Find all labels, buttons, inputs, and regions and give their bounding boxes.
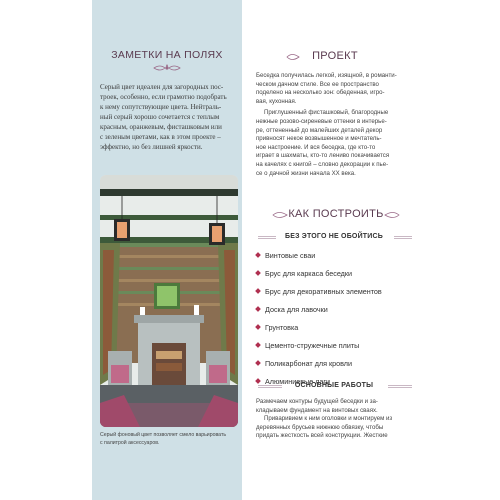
text-line: троек, особенно, если грамотно подобрать (100, 93, 227, 101)
divider (388, 385, 412, 388)
bullet-icon (255, 252, 261, 258)
text-line: деревянных брусьев нижнюю обвязку, чтобы (256, 423, 384, 431)
bullet-icon (255, 306, 261, 312)
caption-line: с палитрой аксессуаров. (100, 439, 160, 446)
list-item: Винтовые сваи (256, 250, 406, 268)
bullet-icon (255, 360, 261, 366)
caption-line: Серый фоновый цвет позволяет смело варьировать (100, 432, 227, 438)
gazebo-photo (100, 175, 238, 427)
text-line: к нему сопутствующие цвета. Нейтраль- (100, 103, 222, 111)
text-line: Размечаем контуры будущей беседки и за- (256, 398, 378, 405)
ornament-icon (286, 52, 300, 62)
margin-notes-title: ЗАМЕТКИ НА ПОЛЯХ (111, 49, 223, 61)
text-line: красным, оранжевым, фисташковым или (100, 123, 222, 131)
bullet-icon (255, 378, 261, 384)
text-line: ное настроение. И вся беседка, где кто-то (256, 143, 376, 151)
project-paragraph-1 (256, 72, 416, 106)
text-line: придать жесткость всей конструкции. Жесткие (256, 432, 388, 440)
text-line: кладываем фундамент на винтовых сваях. (256, 406, 378, 414)
list-item: Брус для каркаса беседки (256, 268, 406, 286)
project-text (256, 72, 416, 181)
project-title: ПРОЕКТ (312, 50, 358, 62)
list-item: Поликарбонат для кровли (256, 358, 406, 376)
text-line: нежные розово-сиреневые оттенки в интерье- (256, 117, 387, 125)
list-item: Алюминиевые лаги (256, 376, 406, 394)
list-item: Цементо-стружечные плиты (256, 340, 406, 358)
photo-caption (100, 432, 238, 447)
main-works-text (256, 398, 416, 441)
ornament-icon (152, 63, 182, 73)
divider (258, 385, 282, 388)
text-line: поделено на несколько зон: обеденная, игро- (256, 89, 385, 97)
text-line: се о дачной жизни начала XX века. (256, 169, 356, 177)
list-item: Грунтовка (256, 322, 406, 340)
divider (394, 236, 412, 239)
materials-list (256, 250, 406, 394)
ornament-left-icon (272, 210, 288, 220)
bullet-icon (255, 324, 261, 330)
text-line: Серый цвет идеален для загородных пос- (100, 83, 224, 91)
margin-notes-text (100, 82, 238, 152)
main-works-title: ОСНОВНЫЕ РАБОТЫ (294, 382, 374, 389)
ornament-right-icon (384, 210, 400, 220)
text-line: привносят некое возвышенное и мечтатель- (256, 135, 382, 143)
text-line: Приваривием к ним оголовки и монтируем из (264, 415, 393, 423)
text-line: Беседка получилась легкой, изящной, в романти- (256, 72, 397, 79)
list-item: Брус для декоративных элементов (256, 286, 406, 304)
text-line: на качелях с книгой – словно декорации к пье- (256, 160, 389, 168)
project-paragraph-2 (256, 109, 416, 178)
must-have-title: БЕЗ ЭТОГО НЕ ОБОЙТИСЬ (284, 233, 384, 240)
text-line: играет в шахматы, кто-то лениво покачивается (256, 152, 390, 160)
bullet-icon (255, 342, 261, 348)
bullet-icon (255, 288, 261, 294)
bullet-icon (255, 270, 261, 276)
text-line: Приглушенный фисташковый, благородные (264, 109, 389, 117)
text-line: ческом дачном стиле. Все ее пространство (256, 80, 379, 88)
divider (258, 236, 276, 239)
text-line: ный серый хорошо сочетается с теплым (100, 113, 220, 121)
text-line: ре, оттененный до малейших деталей декор (256, 126, 383, 134)
how-to-build-title: КАК ПОСТРОИТЬ (288, 208, 384, 220)
text-line: с зеленым цветами, как в этом проекте – (100, 133, 221, 141)
list-item: Доска для лавочки (256, 304, 406, 322)
text-line: вая, кухонная. (256, 97, 297, 105)
text-line: эффектно, но без лишней яркости. (100, 143, 203, 151)
